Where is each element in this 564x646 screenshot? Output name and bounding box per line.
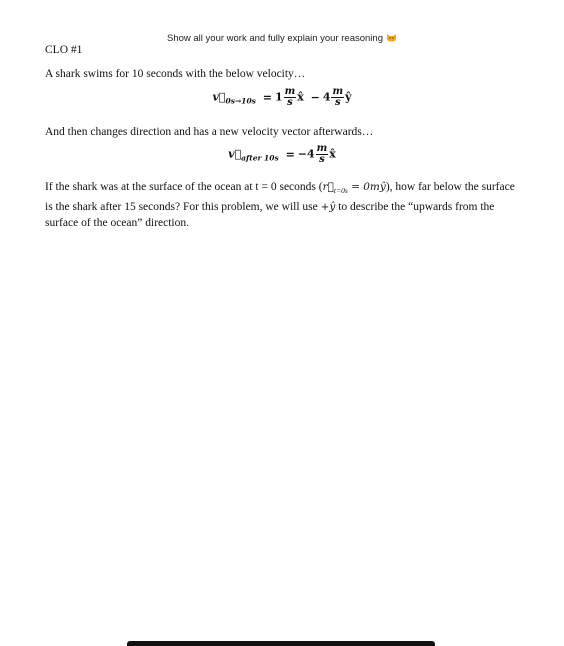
unit-denominator: s <box>334 97 341 108</box>
problem-paragraph-1: A shark swims for 10 seconds with the below velocity… <box>45 68 306 80</box>
home-indicator-bar[interactable] <box>127 641 435 646</box>
y-coefficient: 4 <box>322 90 331 104</box>
position-vector-symbol: r⃗ <box>322 181 334 193</box>
velocity-equation-1 <box>0 87 564 108</box>
equals-sign: = <box>262 90 272 104</box>
unit-fraction <box>284 87 297 108</box>
unit-denominator: s <box>319 154 325 165</box>
position-subscript: t=0s <box>333 186 348 195</box>
cat-face-icon <box>386 33 397 42</box>
unit-denominator: s <box>287 97 293 108</box>
position-value: = 0m <box>347 181 380 193</box>
work-instruction-header <box>0 33 564 44</box>
minus-sign: − <box>310 90 320 104</box>
velocity-vector-symbol: v⃗ <box>228 147 242 161</box>
clo-label: CLO #1 <box>45 44 83 56</box>
velocity-subscript: after 10s <box>241 153 279 163</box>
y-hat: ŷ <box>345 90 352 104</box>
x-coefficient: −4 <box>297 147 315 161</box>
question-text-part-3: to describe the “upwards from the surface of the ocean” direction. <box>45 201 495 229</box>
equals-sign: = <box>285 147 295 161</box>
velocity-vector-symbol: v⃗ <box>212 90 226 104</box>
unit-numerator: m <box>316 143 328 154</box>
problem-paragraph-2: And then changes direction and has a new velocity vector afterwards… <box>45 126 374 138</box>
velocity-subscript: 0s→10s <box>225 96 256 106</box>
x-hat: x̂ <box>329 147 336 161</box>
question-text-part-2: ), how far below the surface is the shark after 15 seconds? For this problem, we will use <box>45 181 515 213</box>
unit-fraction <box>316 144 329 165</box>
unit-numerator: m <box>332 86 344 97</box>
x-coefficient: 1 <box>274 90 283 104</box>
unit-numerator: m <box>284 86 296 97</box>
velocity-equation-2 <box>0 144 564 165</box>
question-text-part-1: If the shark was at the surface of the ocean at t = 0 seconds ( <box>45 181 323 193</box>
unit-fraction <box>331 87 344 108</box>
problem-paragraph-3 <box>45 179 525 231</box>
instruction-text: Show all your work and fully explain your reasoning <box>167 33 383 44</box>
position-y-hat: ŷ <box>379 181 386 193</box>
positive-y-direction: +ŷ <box>320 201 336 213</box>
x-hat: x̂ <box>297 90 304 104</box>
